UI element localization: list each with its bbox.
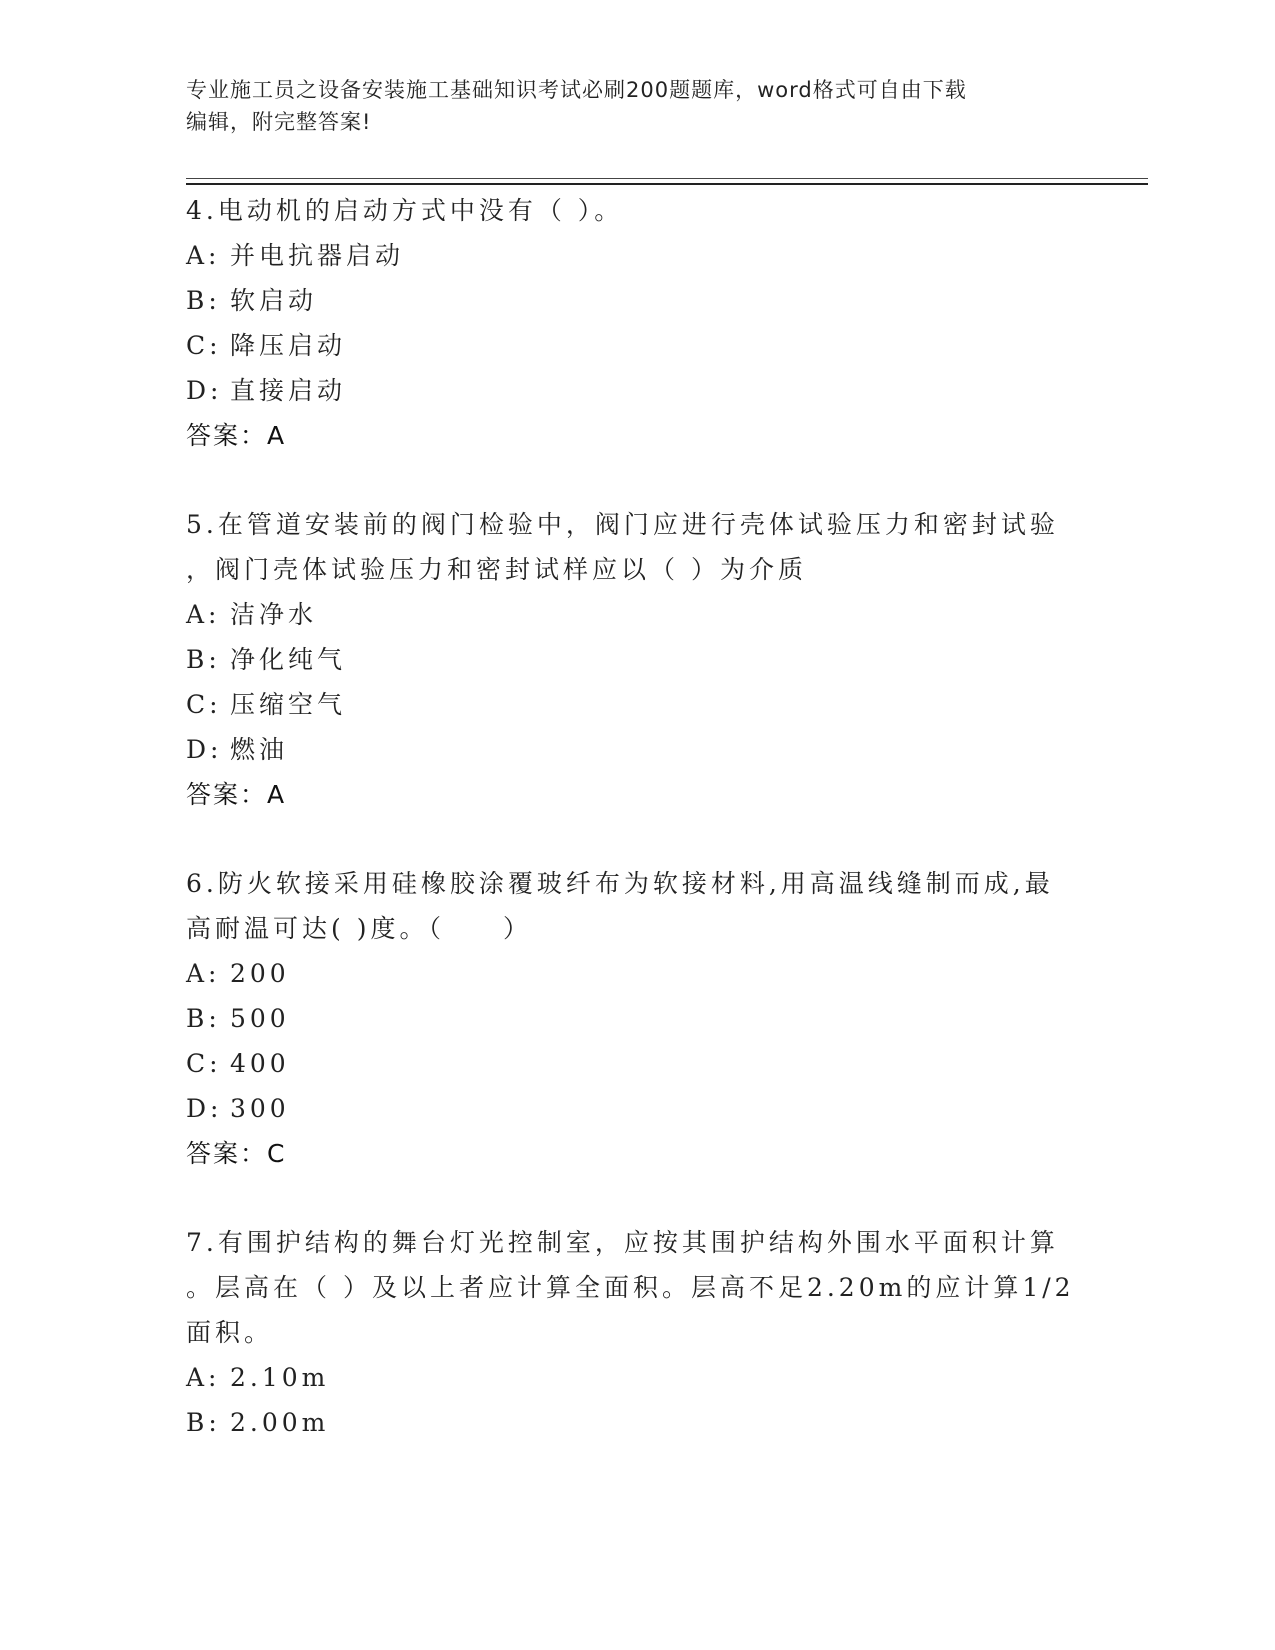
option-text: 直接启动 <box>230 376 347 405</box>
option-letter: C: <box>186 1049 222 1078</box>
answer-option <box>186 592 1086 637</box>
question-block <box>186 861 1086 1176</box>
answer-option <box>186 233 1086 278</box>
option-letter: C: <box>186 690 222 719</box>
option-letter: A: <box>186 1363 221 1392</box>
question-block <box>186 1220 1086 1445</box>
option-letter: B: <box>186 1004 221 1033</box>
option-letter: B: <box>186 1408 221 1437</box>
option-text: 400 <box>230 1049 290 1078</box>
option-letter: D: <box>186 376 223 405</box>
option-text: 软启动 <box>230 286 318 315</box>
option-text: 净化纯气 <box>230 645 347 674</box>
option-text: 并电抗器启动 <box>230 241 405 270</box>
option-letter: A: <box>186 600 221 629</box>
option-text: 洁净水 <box>230 600 318 629</box>
option-letter: C: <box>186 331 222 360</box>
question-text-line: 4.电动机的启动方式中没有（ ）。 <box>186 196 624 225</box>
header-line-2: 编辑，附完整答案! <box>186 110 372 134</box>
answer-option <box>186 637 1086 682</box>
answer-option <box>186 951 1086 996</box>
question-text-line: ，阀门壳体试验压力和密封试样应以（ ）为介质 <box>186 555 807 584</box>
option-letter: B: <box>186 645 221 674</box>
option-text: 压缩空气 <box>230 690 347 719</box>
option-text: 200 <box>230 959 290 988</box>
question-text-line: 高耐温可达( )度。（ ） <box>186 914 532 943</box>
question-text-line: 7.有围护结构的舞台灯光控制室，应按其围护结构外围水平面积计算 <box>186 1228 1059 1257</box>
question-text-line: 5.在管道安装前的阀门检验中，阀门应进行壳体试验压力和密封试验 <box>186 510 1059 539</box>
answer-option <box>186 1400 1086 1445</box>
question-text-line: 面积。 <box>186 1318 274 1347</box>
header-line-1: 专业施工员之设备安装施工基础知识考试必刷200题题库，word格式可自由下载 <box>186 78 967 102</box>
option-letter: A: <box>186 959 221 988</box>
answer-option <box>186 323 1086 368</box>
answer-option <box>186 727 1086 772</box>
answer-option <box>186 278 1086 323</box>
answer-key: 答案：A <box>186 421 287 450</box>
answer-option <box>186 368 1086 413</box>
answer-option <box>186 682 1086 727</box>
answer-option <box>186 1041 1086 1086</box>
option-letter: A: <box>186 241 221 270</box>
option-letter: B: <box>186 286 221 315</box>
option-text: 燃油 <box>230 735 289 764</box>
document-header <box>186 74 1066 138</box>
answer-key: 答案：A <box>186 780 287 809</box>
option-letter: D: <box>186 1094 223 1123</box>
option-text: 2.10m <box>230 1363 330 1392</box>
question-list <box>186 188 1086 1489</box>
answer-option <box>186 1355 1086 1400</box>
answer-key: 答案：C <box>186 1139 287 1168</box>
option-text: 降压启动 <box>230 331 347 360</box>
question-text-line: 6.防火软接采用硅橡胶涂覆玻纤布为软接材料,用高温线缝制而成,最 <box>186 869 1054 898</box>
question-text-line: 。层高在（ ）及以上者应计算全面积。层高不足2.20m的应计算1/2 <box>186 1273 1075 1302</box>
question-block <box>186 502 1086 817</box>
answer-option <box>186 996 1086 1041</box>
option-text: 2.00m <box>230 1408 330 1437</box>
answer-option <box>186 1086 1086 1131</box>
option-letter: D: <box>186 735 223 764</box>
header-divider-thick <box>186 183 1148 185</box>
option-text: 300 <box>230 1094 290 1123</box>
option-text: 500 <box>230 1004 290 1033</box>
header-divider-thin <box>186 178 1148 179</box>
question-block <box>186 188 1086 458</box>
